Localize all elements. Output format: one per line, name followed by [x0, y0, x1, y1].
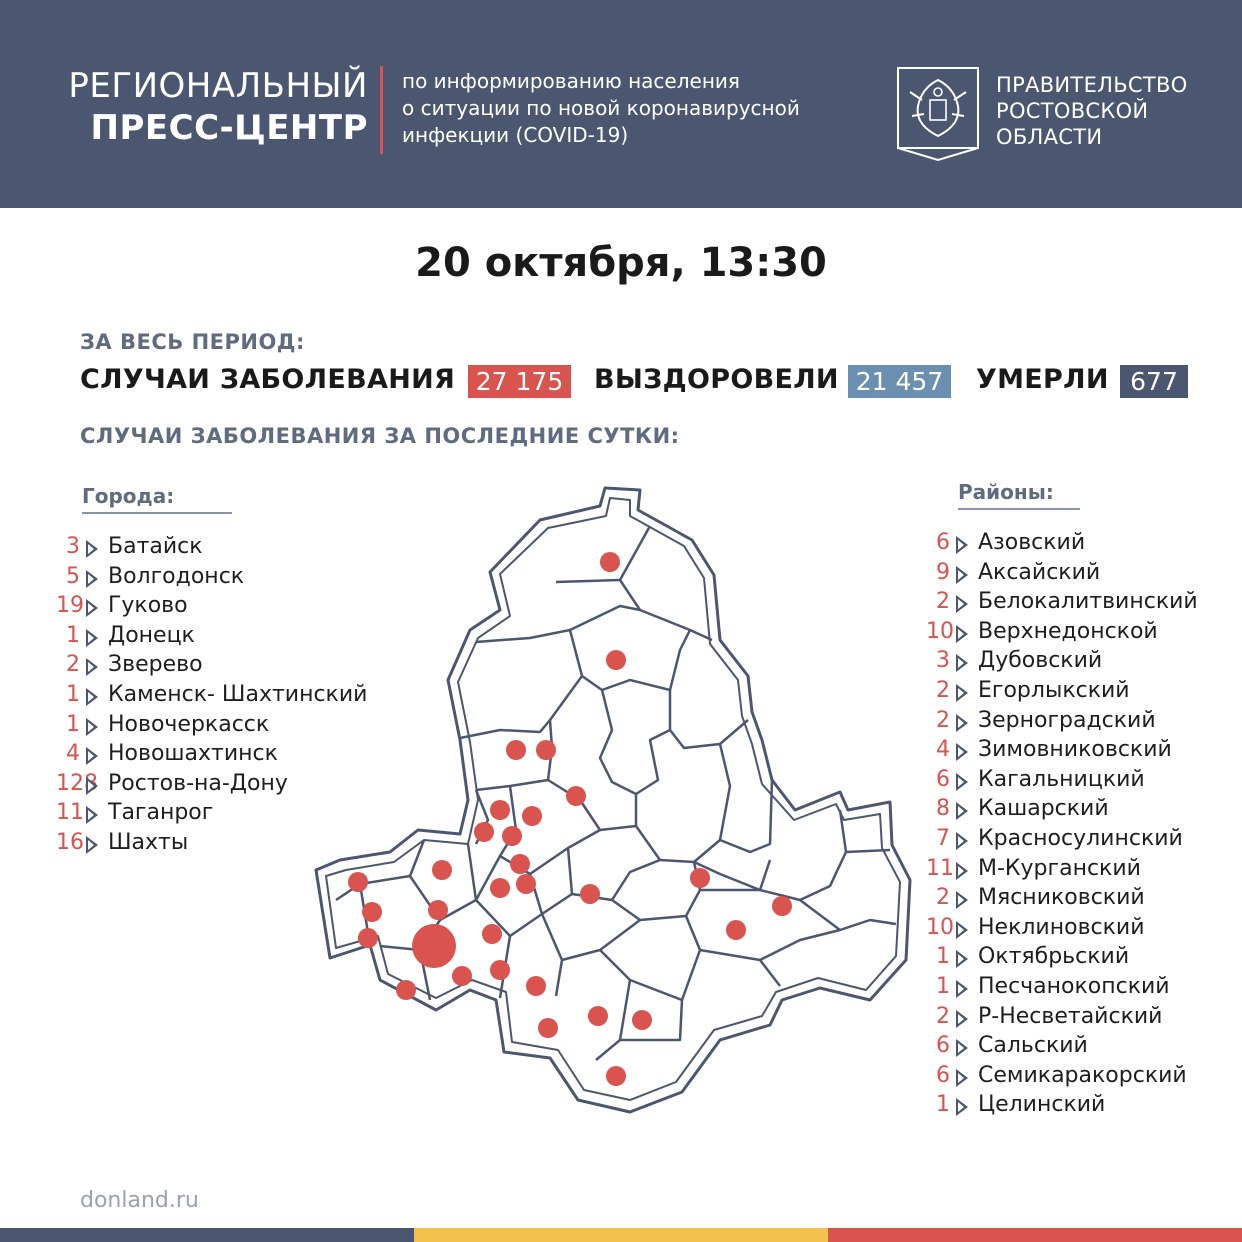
district-item	[926, 1033, 1226, 1063]
case-count: 4	[936, 737, 950, 763]
triangle-bullet-icon	[956, 595, 968, 613]
case-marker	[588, 1006, 608, 1026]
triangle-bullet-icon	[86, 718, 98, 736]
case-count: 2	[936, 589, 950, 615]
case-marker	[522, 806, 542, 826]
city-name: Таганрог	[108, 800, 214, 826]
case-count: 9	[936, 559, 950, 585]
triangle-bullet-icon	[956, 566, 968, 584]
district-item	[926, 737, 1226, 767]
district-item	[926, 1092, 1226, 1122]
triangle-bullet-icon	[956, 802, 968, 820]
case-count: 6	[936, 1033, 950, 1059]
case-marker	[632, 1010, 652, 1030]
report-date: 20 октября, 13:30	[415, 240, 827, 286]
case-count: 2	[66, 652, 80, 678]
districts-list	[926, 530, 1226, 1122]
coat-of-arms-icon	[896, 66, 980, 162]
city-name: Новошахтинск	[108, 741, 278, 767]
gov-line-1: ПРАВИТЕЛЬСТВО	[996, 73, 1188, 97]
cities-heading-underline	[82, 512, 232, 514]
region-outline-outer	[316, 488, 910, 1112]
district-name: Белокалитвинский	[978, 589, 1198, 615]
case-marker-large	[412, 924, 456, 968]
triangle-bullet-icon	[86, 747, 98, 765]
triangle-bullet-icon	[956, 950, 968, 968]
case-marker	[580, 884, 600, 904]
case-count: 3	[66, 534, 80, 559]
triangle-bullet-icon	[86, 658, 98, 676]
triangle-bullet-icon	[956, 625, 968, 643]
triangle-bullet-icon	[86, 806, 98, 824]
case-count: 5	[66, 563, 80, 589]
districts-heading-underline	[958, 508, 1080, 510]
district-item	[926, 1063, 1226, 1093]
district-name: Красносулинский	[978, 825, 1183, 851]
case-count: 11	[56, 800, 84, 826]
district-name: Кагальницкий	[978, 766, 1145, 792]
triangle-bullet-icon	[956, 891, 968, 909]
footer-bar-yellow	[414, 1228, 828, 1242]
triangle-bullet-icon	[956, 1010, 968, 1028]
case-marker	[536, 740, 556, 760]
city-name: Ростов-на-Дону	[108, 770, 288, 796]
district-name: Целинский	[978, 1092, 1106, 1118]
case-count: 16	[56, 829, 84, 855]
district-name: Егорлыкский	[978, 677, 1130, 703]
city-name: Шахты	[108, 829, 189, 855]
district-name: Р-Несветайский	[978, 1003, 1163, 1029]
triangle-bullet-icon	[956, 862, 968, 880]
triangle-bullet-icon	[956, 980, 968, 998]
district-name: Дубовский	[978, 648, 1103, 674]
district-item	[926, 856, 1226, 886]
case-marker	[726, 920, 746, 940]
case-count: 11	[926, 855, 954, 881]
city-name: Донецк	[108, 622, 195, 648]
case-marker	[396, 980, 416, 1000]
case-marker	[482, 924, 502, 944]
district-item	[926, 560, 1226, 590]
case-marker	[428, 900, 448, 920]
case-count: 2	[936, 1003, 950, 1029]
case-count: 1	[66, 711, 80, 737]
district-name: Мясниковский	[978, 885, 1145, 911]
district-item	[926, 589, 1226, 619]
city-name: Зверево	[108, 652, 203, 678]
press-center-title-line2: ПРЕСС-ЦЕНТР	[90, 108, 368, 148]
gov-line-2: РОСТОВСКОЙ	[996, 99, 1149, 123]
case-count: 6	[936, 530, 950, 555]
cases-label: СЛУЧАИ ЗАБОЛЕВАНИЯ	[80, 364, 456, 395]
triangle-bullet-icon	[86, 836, 98, 854]
triangle-bullet-icon	[956, 1098, 968, 1116]
case-count: 1	[66, 681, 80, 707]
subtitle-line-3: инфекции (COVID-19)	[402, 123, 629, 147]
triangle-bullet-icon	[956, 536, 968, 554]
last-day-label: СЛУЧАИ ЗАБОЛЕВАНИЯ ЗА ПОСЛЕДНИЕ СУТКИ:	[80, 424, 680, 448]
header-divider	[380, 66, 383, 154]
district-item	[926, 885, 1226, 915]
triangle-bullet-icon	[956, 654, 968, 672]
government-name	[996, 72, 1188, 150]
districts-heading: Районы:	[958, 480, 1054, 504]
triangle-bullet-icon	[956, 1039, 968, 1057]
district-name: Октябрьский	[978, 944, 1130, 970]
district-name: Сальский	[978, 1033, 1088, 1059]
footer-url: donland.ru	[80, 1188, 199, 1213]
case-marker	[516, 874, 536, 894]
press-center-title-line1: РЕГИОНАЛЬНЫЙ	[68, 66, 368, 106]
district-item	[926, 767, 1226, 797]
period-label: ЗА ВЕСЬ ПЕРИОД:	[80, 330, 305, 354]
case-count: 2	[936, 885, 950, 911]
district-name: Аксайский	[978, 559, 1101, 585]
case-count: 19	[56, 593, 84, 619]
city-name: Новочеркасск	[108, 711, 270, 737]
case-marker	[600, 552, 620, 572]
case-count: 1	[936, 944, 950, 970]
district-name: Песчанокопский	[978, 973, 1170, 999]
case-marker	[506, 740, 526, 760]
case-marker	[606, 650, 626, 670]
district-item	[926, 619, 1226, 649]
district-name: М-Курганский	[978, 855, 1141, 881]
gov-line-3: ОБЛАСТИ	[996, 125, 1103, 149]
case-marker	[526, 976, 546, 996]
case-count: 3	[936, 648, 950, 674]
triangle-bullet-icon	[956, 1069, 968, 1087]
case-marker	[566, 786, 586, 806]
deaths-value-badge: 677	[1120, 365, 1188, 398]
case-marker	[690, 868, 710, 888]
case-marker	[348, 872, 368, 892]
case-marker	[474, 822, 494, 842]
case-marker	[490, 960, 510, 980]
city-name: Волгодонск	[108, 563, 245, 589]
city-name: Каменск- Шахтинский	[108, 681, 368, 707]
case-marker	[490, 878, 510, 898]
case-marker	[502, 826, 522, 846]
district-item	[926, 708, 1226, 738]
case-marker	[538, 1018, 558, 1038]
district-name: Семикаракорский	[978, 1062, 1187, 1088]
district-item	[926, 678, 1226, 708]
district-name: Зимовниковский	[978, 737, 1172, 763]
triangle-bullet-icon	[86, 540, 98, 558]
district-item	[926, 974, 1226, 1004]
case-marker	[510, 854, 530, 874]
region-map	[300, 480, 920, 1130]
case-marker	[490, 800, 510, 820]
district-item	[926, 648, 1226, 678]
recovered-label: ВЫЗДОРОВЕЛИ	[594, 364, 839, 395]
triangle-bullet-icon	[86, 570, 98, 588]
city-name: Батайск	[108, 534, 203, 559]
case-count: 7	[936, 825, 950, 851]
case-count: 128	[56, 770, 98, 796]
district-name: Азовский	[978, 530, 1086, 555]
district-item	[926, 826, 1226, 856]
triangle-bullet-icon	[956, 921, 968, 939]
case-count: 1	[936, 1092, 950, 1118]
case-count: 1	[936, 973, 950, 999]
case-count: 2	[936, 707, 950, 733]
district-item	[926, 530, 1226, 560]
cases-value-badge: 27 175	[468, 365, 571, 398]
triangle-bullet-icon	[956, 714, 968, 732]
footer-bar-dark	[0, 1228, 414, 1242]
case-count: 10	[926, 914, 954, 940]
case-count: 10	[926, 618, 954, 644]
triangle-bullet-icon	[86, 599, 98, 617]
triangle-bullet-icon	[86, 629, 98, 647]
case-count: 1	[66, 622, 80, 648]
district-item	[926, 1004, 1226, 1034]
case-marker	[362, 902, 382, 922]
header-subtitle	[402, 68, 800, 149]
case-marker	[452, 966, 472, 986]
city-name: Гуково	[108, 593, 188, 619]
case-marker	[432, 860, 452, 880]
subtitle-line-2: о ситуации по новой коронавирусной	[402, 96, 800, 120]
case-count: 8	[936, 796, 950, 822]
case-marker	[772, 896, 792, 916]
subtitle-line-1: по информированию населения	[402, 69, 740, 93]
district-name: Верхнедонской	[978, 618, 1158, 644]
case-marker	[606, 1066, 626, 1086]
case-count: 6	[936, 1062, 950, 1088]
triangle-bullet-icon	[956, 832, 968, 850]
cities-heading: Города:	[82, 484, 175, 508]
recovered-value-badge: 21 457	[848, 365, 951, 398]
district-name: Неклиновский	[978, 914, 1145, 940]
footer-bar-red	[828, 1228, 1242, 1242]
triangle-bullet-icon	[956, 773, 968, 791]
triangle-bullet-icon	[956, 743, 968, 761]
case-marker	[358, 928, 378, 948]
case-count: 4	[66, 741, 80, 767]
district-item	[926, 944, 1226, 974]
case-count: 6	[936, 766, 950, 792]
district-item	[926, 915, 1226, 945]
district-item	[926, 796, 1226, 826]
district-name: Кашарский	[978, 796, 1109, 822]
district-name: Зерноградский	[978, 707, 1156, 733]
case-count: 2	[936, 677, 950, 703]
triangle-bullet-icon	[86, 688, 98, 706]
triangle-bullet-icon	[86, 777, 98, 795]
triangle-bullet-icon	[956, 684, 968, 702]
header-banner	[0, 0, 1242, 208]
deaths-label: УМЕРЛИ	[976, 364, 1109, 395]
